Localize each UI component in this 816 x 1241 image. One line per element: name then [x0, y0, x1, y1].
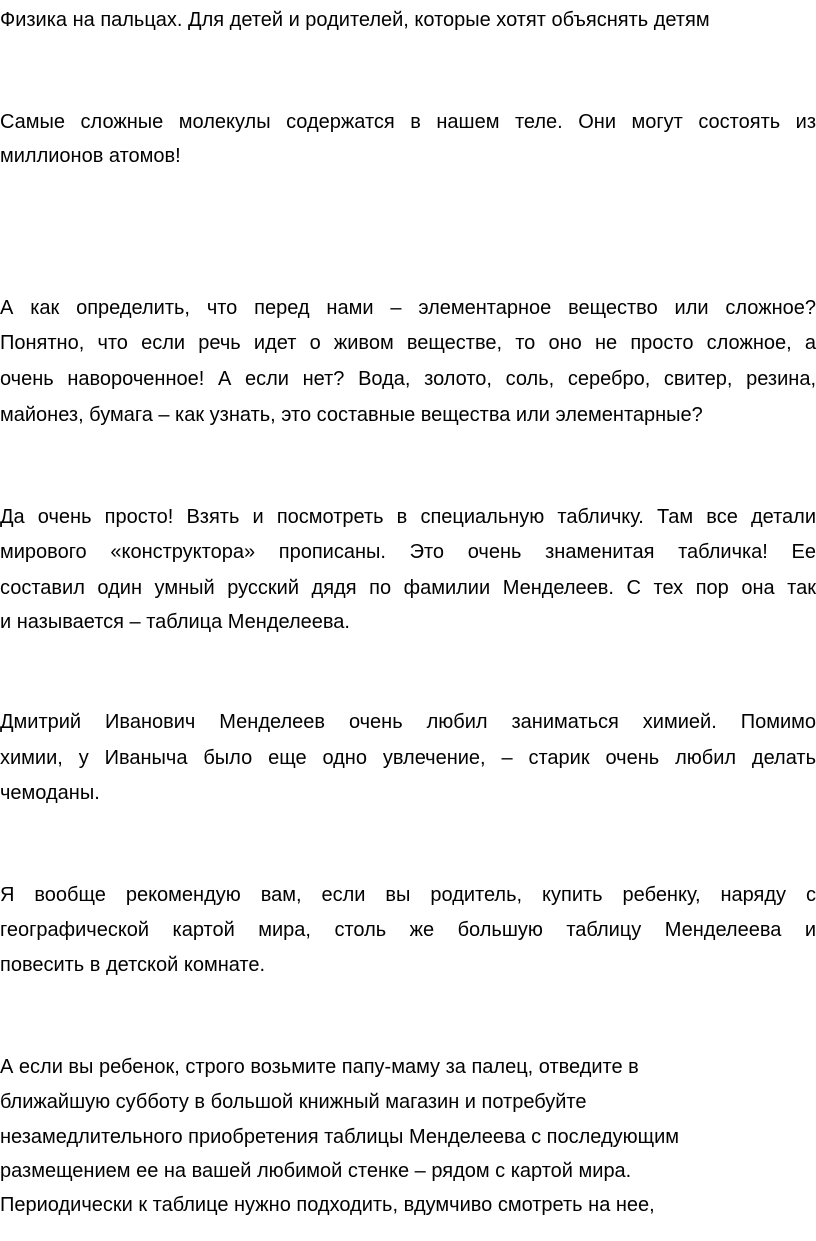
paragraph-6-line-3: незамедлительного приобретения таблицы Менделеева с последующим	[0, 1126, 680, 1148]
paragraph-5-line-2: географической картой мира, столь же большую таблицу Менделеева и	[0, 919, 816, 941]
paragraph-2-line-4: майонез, бумага – как узнать, это составные вещества или элементарные?	[0, 404, 703, 426]
paragraph-2-line-2: Понятно, что если речь идет о живом веществе, то оно не просто сложное, а	[0, 332, 816, 354]
paragraph-4-line-1: Дмитрий Иванович Менделеев очень любил заниматься химией. Помимо	[0, 711, 816, 733]
paragraph-1-line-1: Самые сложные молекулы содержатся в нашем теле. Они могут состоять из	[0, 111, 816, 133]
paragraph-2-line-3: очень навороченное! А если нет? Вода, золото, соль, серебро, свитер, резина,	[0, 368, 816, 390]
paragraph-6-line-1: А если вы ребенок, строго возьмите папу-маму за палец, отведите в	[0, 1056, 639, 1078]
paragraph-5-line-3: повесить в детской комнате.	[0, 954, 266, 976]
paragraph-1-line-2: миллионов атомов!	[0, 145, 181, 167]
paragraph-6-line-4: размещением ее на вашей любимой стенке – рядом с картой мира.	[0, 1160, 632, 1182]
paragraph-5-line-1: Я вообще рекомендую вам, если вы родитель, купить ребенку, наряду с	[0, 884, 816, 906]
paragraph-3-line-2: мирового «конструктора» прописаны. Это очень знаменитая табличка! Ее	[0, 541, 816, 563]
paragraph-6-line-5: Периодически к таблице нужно подходить, вдумчиво смотреть на нее,	[0, 1194, 655, 1216]
paragraph-2-line-1: А как определить, что перед нами – элементарное вещество или сложное?	[0, 297, 816, 319]
paragraph-3-line-4: и называется – таблица Менделеева.	[0, 611, 350, 633]
paragraph-4-line-3: чемоданы.	[0, 782, 100, 804]
paragraph-6-line-2: ближайшую субботу в большой книжный магазин и потребуйте	[0, 1091, 587, 1113]
paragraph-4-line-2: химии, у Иваныча было еще одно увлечение, – старик очень любил делать	[0, 747, 816, 769]
paragraph-3-line-1: Да очень просто! Взять и посмотреть в специальную табличку. Там все детали	[0, 506, 816, 528]
paragraph-3-line-3: составил один умный русский дядя по фамилии Менделеев. С тех пор она так	[0, 577, 816, 599]
document-title: Физика на пальцах. Для детей и родителей, которые хотят объяснять детям	[0, 9, 710, 31]
